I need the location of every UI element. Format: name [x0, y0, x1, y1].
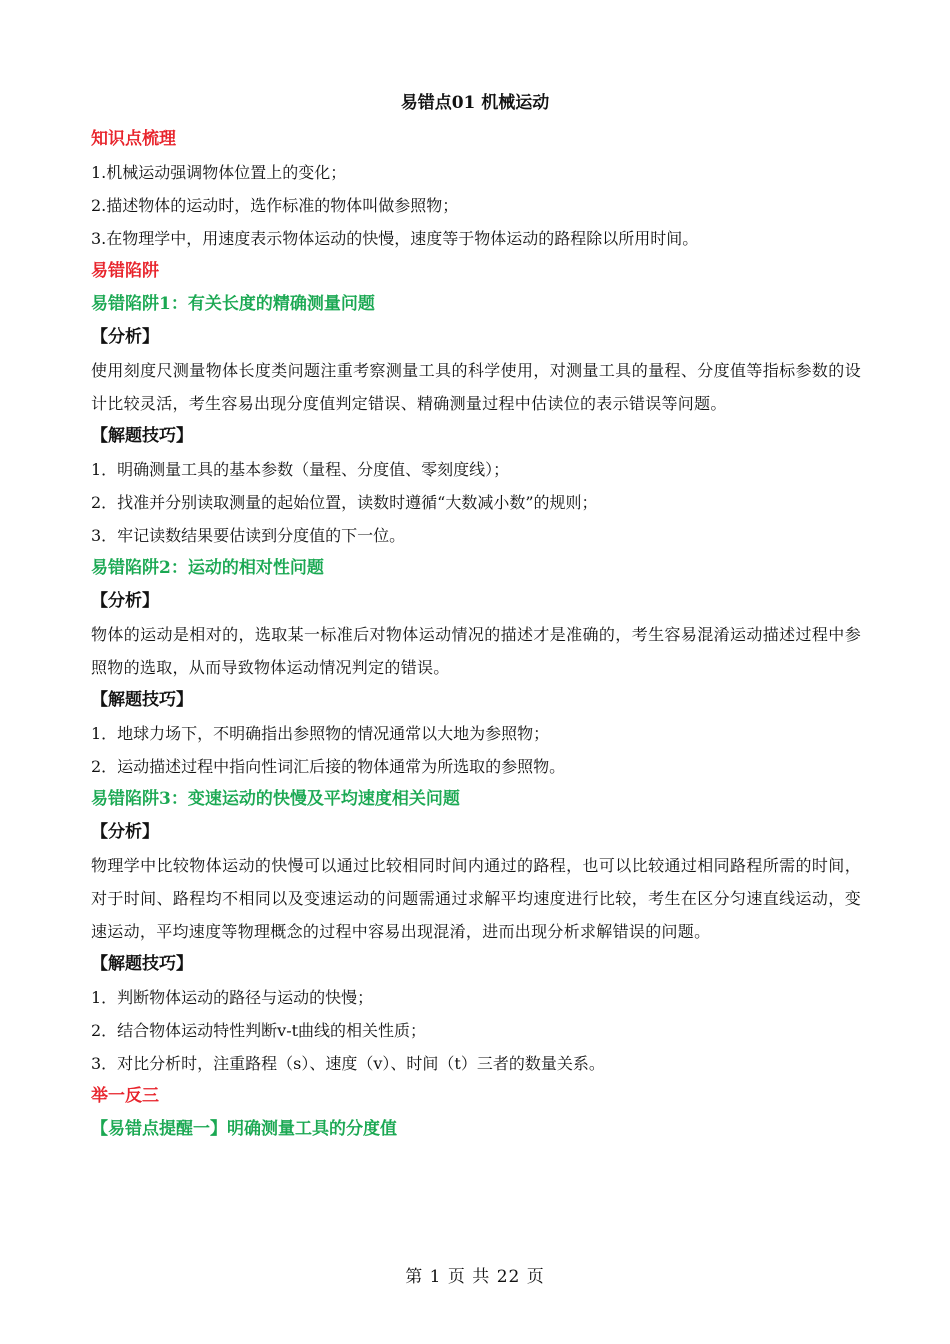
- tip-item: 2．找准并分别读取测量的起始位置，读数时遵循“大数减小数”的规则；: [91, 493, 598, 512]
- tip-item: 2．运动描述过程中指向性词汇后接的物体通常为所选取的参照物。: [91, 757, 566, 776]
- tips-label: 【解题技巧】: [91, 954, 193, 974]
- trap-heading: 易错陷阱3：变速运动的快慢及平均速度相关问题: [91, 789, 460, 809]
- analysis-label: 【分析】: [91, 591, 159, 611]
- page-footer: 第 1 页 共 22 页: [405, 1267, 545, 1287]
- page-title: 易错点01 机械运动: [400, 93, 550, 113]
- tip-item: 2．结合物体运动特性判断v-t曲线的相关性质；: [91, 1021, 427, 1040]
- tip-item: 1．判断物体运动的路径与运动的快慢；: [91, 988, 374, 1007]
- analysis-label: 【分析】: [91, 327, 159, 347]
- knowledge-item: 3.在物理学中，用速度表示物体运动的快慢，速度等于物体运动的路程除以所用时间。: [91, 229, 699, 248]
- tip-item: 1．地球力场下，不明确指出参照物的情况通常以大地为参照物；: [91, 724, 550, 743]
- analysis-text: 物理学中比较物体运动的快慢可以通过比较相同时间内通过的路程，也可以比较通过相同路程所需的时间，对于时间、路程均不相同以及变速运动的问题需通过求解平均速度进行比较，考生在区分匀速直线运动，变速运动，平均速度等物理概念的过程中容易出现混淆，进而出现分析求解错误的问题。: [91, 856, 861, 941]
- knowledge-heading: 知识点梳理: [91, 129, 176, 149]
- tip-item: 3．对比分析时，注重路程（s）、速度（v）、时间（t）三者的数量关系。: [91, 1054, 605, 1073]
- practice-heading: 举一反三: [91, 1086, 159, 1106]
- trap-heading: 易错陷阱1：有关长度的精确测量问题: [91, 294, 375, 314]
- knowledge-item: 2.描述物体的运动时，选作标准的物体叫做参照物；: [91, 196, 459, 215]
- tips-label: 【解题技巧】: [91, 690, 193, 710]
- traps-heading: 易错陷阱: [91, 261, 159, 281]
- analysis-label: 【分析】: [91, 822, 159, 842]
- reminder-heading: 【易错点提醒一】明确测量工具的分度值: [91, 1119, 397, 1139]
- document-body: [91, 123, 861, 1146]
- tip-item: 3．牢记读数结果要估读到分度值的下一位。: [91, 526, 406, 545]
- tips-label: 【解题技巧】: [91, 426, 193, 446]
- trap-heading: 易错陷阱2：运动的相对性问题: [91, 558, 324, 578]
- tip-item: 1．明确测量工具的基本参数（量程、分度值、零刻度线）；: [91, 460, 510, 479]
- analysis-text: 使用刻度尺测量物体长度类问题注重考察测量工具的科学使用，对测量工具的量程、分度值等指标参数的设计比较灵活，考生容易出现分度值判定错误、精确测量过程中估读位的表示错误等问题。: [91, 361, 861, 413]
- analysis-text: 物体的运动是相对的，选取某一标准后对物体运动情况的描述才是准确的，考生容易混淆运动描述过程中参照物的选取，从而导致物体运动情况判定的错误。: [91, 625, 861, 677]
- knowledge-item: 1.机械运动强调物体位置上的变化；: [91, 163, 347, 182]
